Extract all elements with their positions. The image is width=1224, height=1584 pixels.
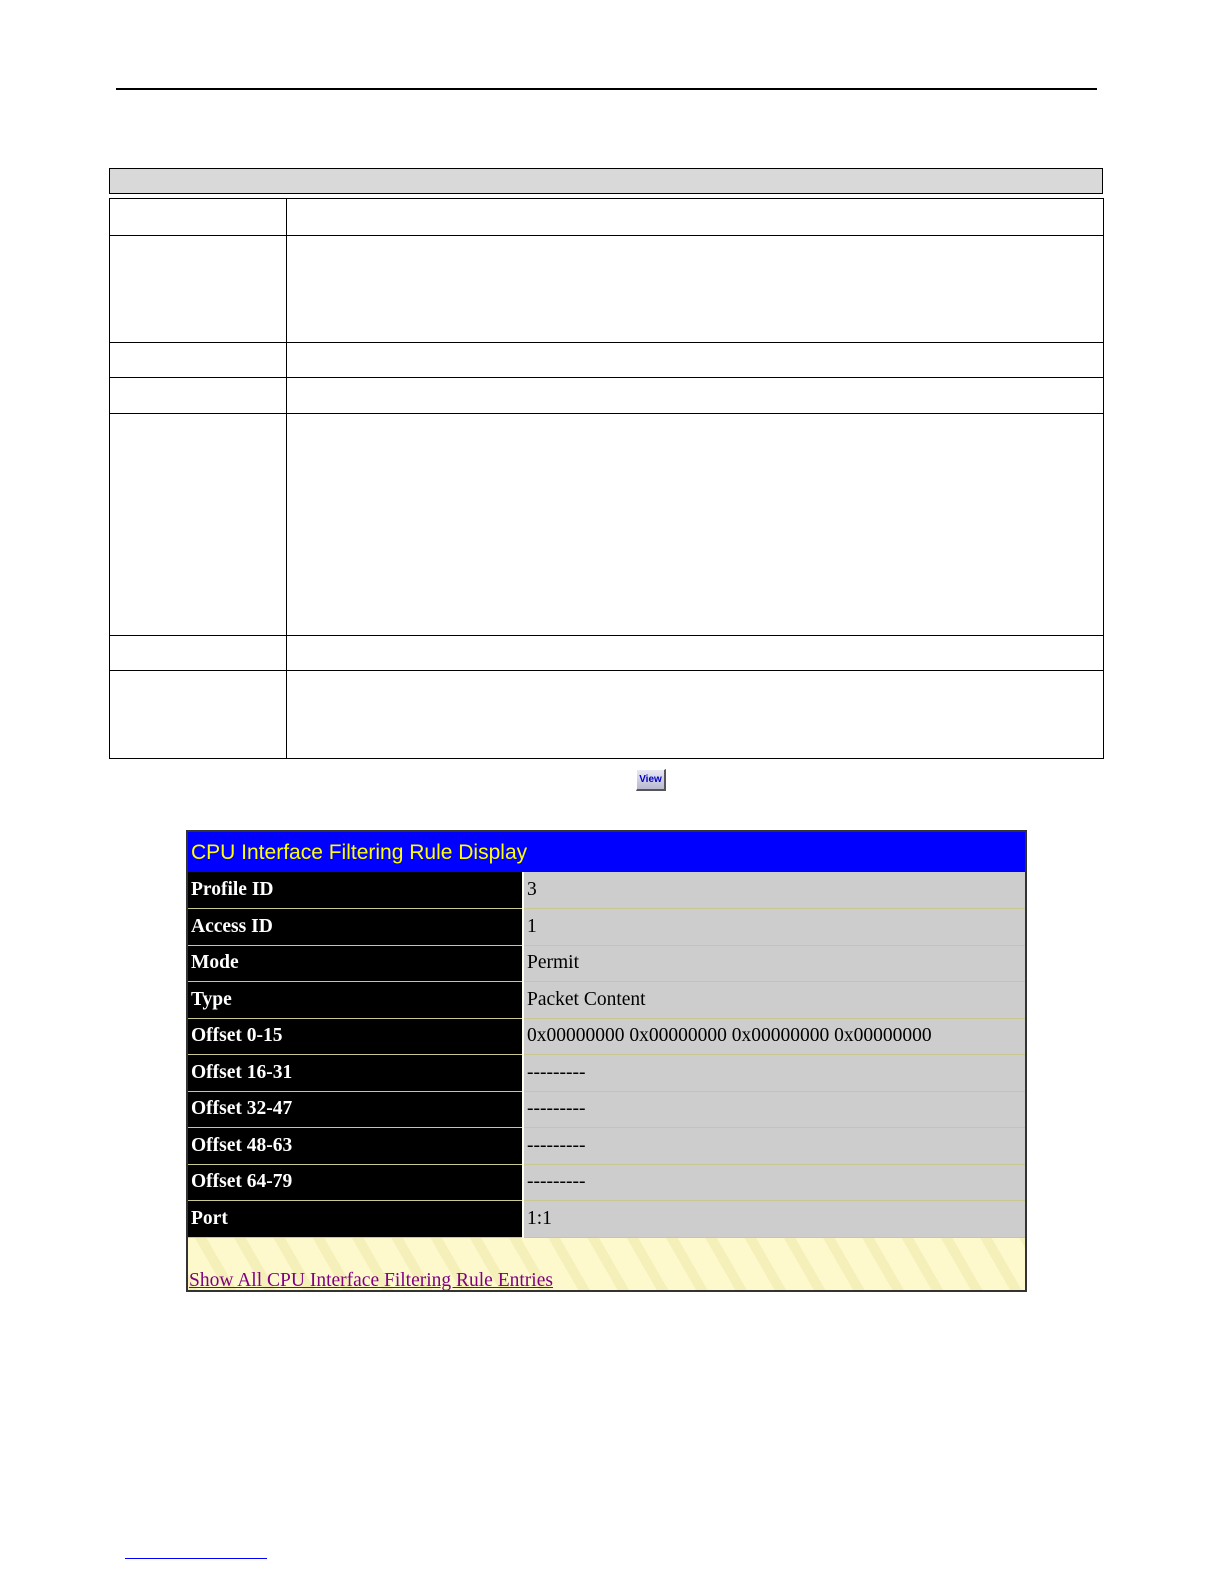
row-value: ---------: [523, 1055, 1025, 1092]
parameter-row: [110, 671, 1104, 759]
row-label: Access ID: [188, 909, 523, 946]
row-label: Offset 32-47: [188, 1091, 523, 1128]
parameter-row: [110, 414, 1104, 636]
row-label: Mode: [188, 945, 523, 982]
row-label: Profile ID: [188, 872, 523, 909]
row-value: Permit: [523, 945, 1025, 982]
row-label: Offset 0-15: [188, 1018, 523, 1055]
row-value: ---------: [523, 1091, 1025, 1128]
row-label: Offset 64-79: [188, 1164, 523, 1201]
parameter-row: [110, 199, 1104, 236]
parameter-table-header: [109, 168, 1103, 194]
table-row: [188, 1055, 1025, 1092]
row-value: 3: [523, 872, 1025, 909]
row-value: 1: [523, 909, 1025, 946]
row-label: Offset 48-63: [188, 1128, 523, 1165]
table-row: [188, 982, 1025, 1019]
table-row: [188, 1164, 1025, 1201]
table-row: [188, 872, 1025, 909]
table-row: [188, 909, 1025, 946]
table-row: [188, 1018, 1025, 1055]
show-all-entries-link[interactable]: Show All CPU Interface Filtering Rule Entries: [189, 1269, 553, 1291]
row-value: ---------: [523, 1128, 1025, 1165]
row-value: 1:1: [523, 1201, 1025, 1238]
table-row: [188, 1091, 1025, 1128]
rule-display-panel: [186, 830, 1027, 1292]
table-row: [188, 1128, 1025, 1165]
parameter-row: [110, 343, 1104, 378]
parameter-row: [110, 636, 1104, 671]
view-button[interactable]: View: [636, 769, 666, 791]
row-label: Offset 16-31: [188, 1055, 523, 1092]
parameter-table: [109, 198, 1104, 759]
table-row: [188, 1201, 1025, 1238]
table-row: [188, 945, 1025, 982]
row-label: Type: [188, 982, 523, 1019]
parameter-row: [110, 378, 1104, 414]
parameter-row: [110, 236, 1104, 343]
row-value: ---------: [523, 1164, 1025, 1201]
rule-table: [188, 872, 1025, 1238]
header-rule: [116, 88, 1097, 90]
row-label: Port: [188, 1201, 523, 1238]
row-value: Packet Content: [523, 982, 1025, 1019]
panel-title: CPU Interface Filtering Rule Display: [188, 832, 1025, 872]
footer-rule: [125, 1558, 267, 1559]
row-value: 0x00000000 0x00000000 0x00000000 0x00000000: [523, 1018, 1025, 1055]
panel-footer: [188, 1238, 1025, 1293]
